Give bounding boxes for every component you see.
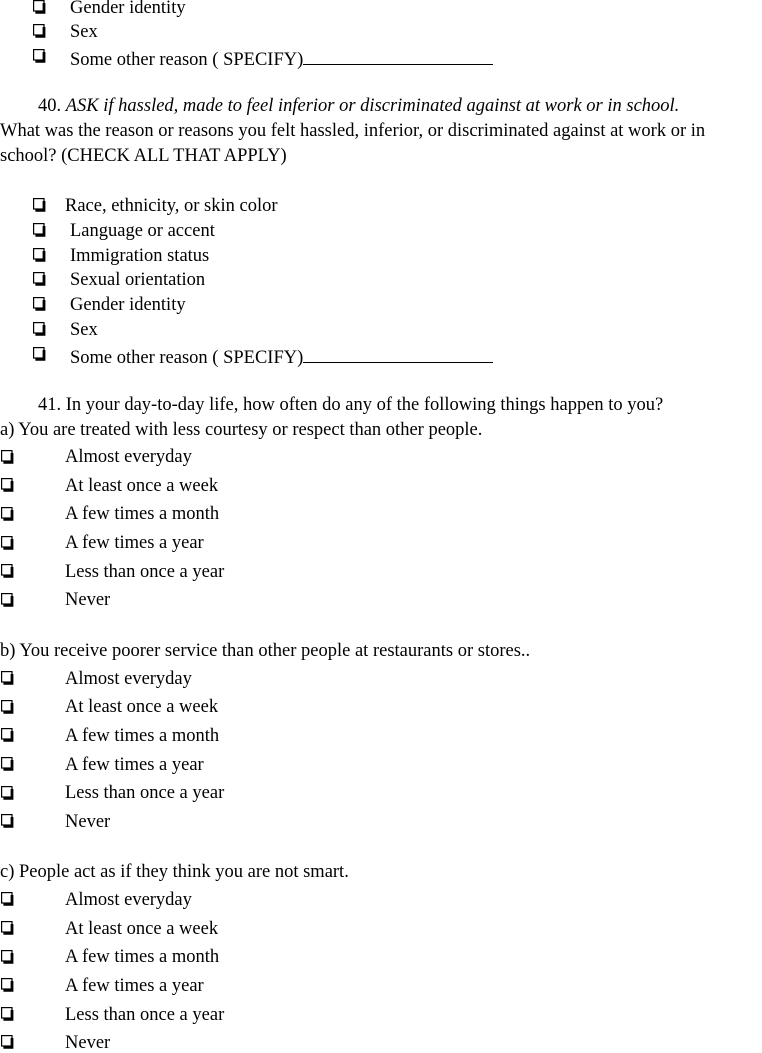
q41a-label: a) You are treated with less courtesy or respect than other people. <box>0 420 483 440</box>
q40-option-other-reason: Some other reason ( SPECIFY) <box>70 346 493 368</box>
checkbox-icon[interactable] <box>1 978 15 992</box>
q40-instruction: ASK if hassled, made to feel inferior or discriminated against at work or in school. <box>65 96 680 116</box>
checkbox-icon[interactable] <box>1 786 15 800</box>
checkbox-icon[interactable] <box>1 921 15 935</box>
q40-option-immigration: Immigration status <box>70 246 210 266</box>
q41a-option: A few times a month <box>65 504 220 524</box>
checkbox-icon[interactable] <box>33 24 47 38</box>
checkbox-icon[interactable] <box>1 507 15 521</box>
checkbox-icon[interactable] <box>1 593 15 607</box>
option-other-reason: Some other reason ( SPECIFY) <box>70 48 493 70</box>
q41b-option: A few times a year <box>65 755 204 775</box>
q40-option-orientation: Sexual orientation <box>70 270 206 290</box>
specify-blank[interactable] <box>303 48 493 65</box>
checkbox-icon[interactable] <box>1 536 15 550</box>
checkbox-icon[interactable] <box>1 478 15 492</box>
checkbox-icon[interactable] <box>33 0 47 14</box>
checkbox-icon[interactable] <box>1 1035 15 1049</box>
checkbox-icon[interactable] <box>1 671 15 685</box>
q41b-label: b) You receive poorer service than other people at restaurants or stores.. <box>0 641 531 661</box>
q40-option-language: Language or accent <box>70 221 215 241</box>
checkbox-icon[interactable] <box>33 49 47 63</box>
checkbox-icon[interactable] <box>33 272 47 286</box>
checkbox-icon[interactable] <box>33 248 47 262</box>
checkbox-icon[interactable] <box>1 892 15 906</box>
checkbox-icon[interactable] <box>33 297 47 311</box>
q40-option-gender-identity: Gender identity <box>70 295 186 315</box>
q41b-option: Less than once a year <box>65 783 225 803</box>
q41c-option: At least once a week <box>65 919 219 939</box>
q41a-option: Almost everyday <box>65 447 192 467</box>
q40-option-sex: Sex <box>70 320 98 340</box>
checkbox-icon[interactable] <box>1 1007 15 1021</box>
checkbox-icon[interactable] <box>1 814 15 828</box>
specify-blank[interactable] <box>303 346 493 363</box>
q41-stem: 41. In your day-to-day life, how often do any of the following things happen to you? <box>38 395 664 415</box>
q41a-option: Less than once a year <box>65 562 225 582</box>
checkbox-icon[interactable] <box>33 223 47 237</box>
q41b-option: At least once a week <box>65 697 219 717</box>
q40-header <box>38 97 679 116</box>
checkbox-icon[interactable] <box>33 198 47 212</box>
q41b-option: Never <box>65 812 111 832</box>
q41c-option: A few times a year <box>65 976 204 996</box>
checkbox-icon[interactable] <box>1 564 15 578</box>
q41b-option: A few times a month <box>65 726 220 746</box>
q41a-option: A few times a year <box>65 533 204 553</box>
q40-option-race: Race, ethnicity, or skin color <box>65 196 278 216</box>
q40-question-line2: school? (CHECK ALL THAT APPLY) <box>0 146 287 166</box>
q40-number: 40. <box>38 96 62 116</box>
q41c-option: A few times a month <box>65 947 220 967</box>
checkbox-icon[interactable] <box>1 450 15 464</box>
q41a-option: At least once a week <box>65 476 219 496</box>
checkbox-icon[interactable] <box>33 322 47 336</box>
q41c-option: Less than once a year <box>65 1005 225 1025</box>
checkbox-icon[interactable] <box>1 728 15 742</box>
q41c-option: Almost everyday <box>65 890 192 910</box>
checkbox-icon[interactable] <box>33 347 47 361</box>
q41a-option: Never <box>65 590 111 610</box>
q41b-option: Almost everyday <box>65 669 192 689</box>
q41c-label: c) People act as if they think you are not smart. <box>0 862 349 882</box>
q40-question-line1: What was the reason or reasons you felt hassled, inferior, or discriminated against at work or in <box>0 121 706 141</box>
checkbox-icon[interactable] <box>1 700 15 714</box>
checkbox-icon[interactable] <box>1 950 15 964</box>
option-gender-identity: Gender identity <box>70 0 186 18</box>
option-sex: Sex <box>70 22 98 42</box>
checkbox-icon[interactable] <box>1 757 15 771</box>
q41c-option: Never <box>65 1033 111 1053</box>
